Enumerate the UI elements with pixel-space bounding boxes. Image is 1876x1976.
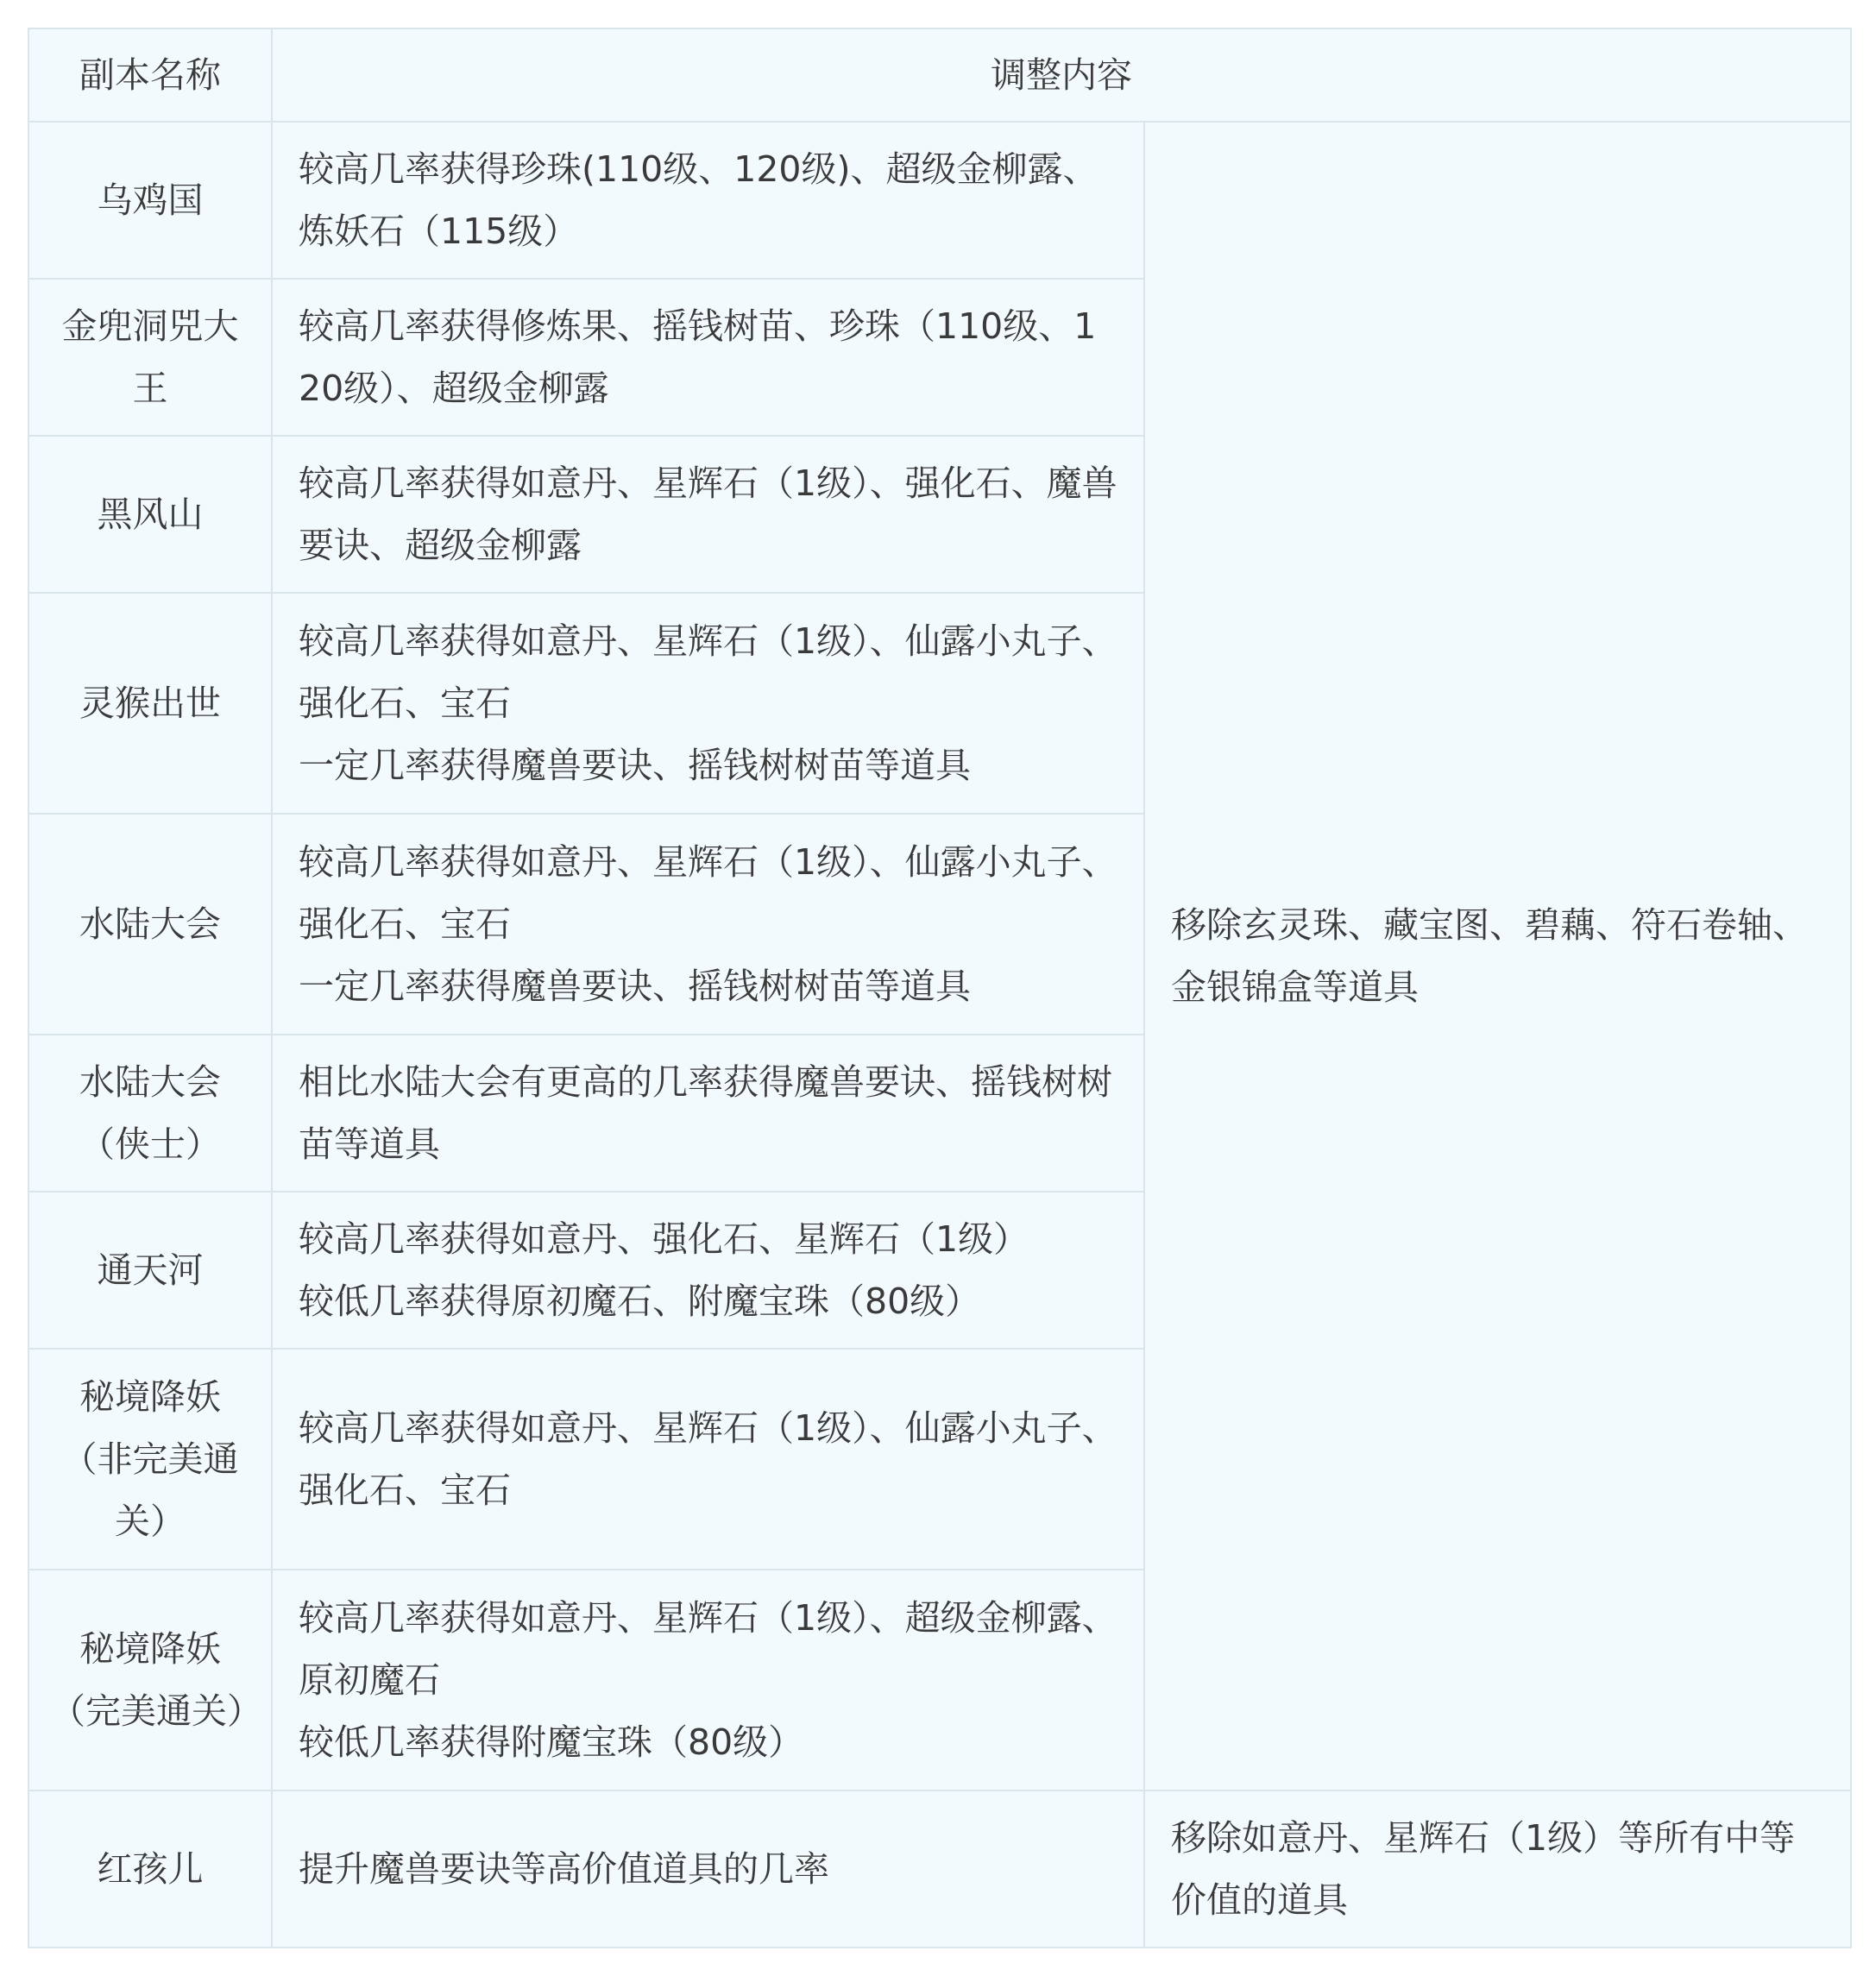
adjustment-line: 相比水陆大会有更高的几率获得魔兽要诀、摇钱树树苗等道具	[299, 1061, 1112, 1165]
dungeon-name-cell: 金兜洞兕大王	[28, 279, 272, 436]
adjustment-content-cell	[272, 1790, 1144, 1948]
adjustment-content-cell	[272, 814, 1144, 1035]
adjustment-line: 较高几率获得修炼果、摇钱树苗、珍珠（110级、120级）、超级金柳露	[299, 305, 1097, 409]
adjustment-line: 较低几率获得附魔宝珠（80级）	[299, 1721, 804, 1763]
removed-items-cell: 移除玄灵珠、藏宝图、碧藕、符石卷轴、金银锦盒等道具	[1144, 122, 1851, 1790]
dungeon-name-cell: 水陆大会	[28, 814, 272, 1035]
table-row	[28, 122, 1851, 279]
table-header-row	[28, 28, 1851, 122]
adjustment-content-cell	[272, 1192, 1144, 1349]
adjustment-line: 较高几率获得如意丹、星辉石（1级）、仙露小丸子、强化石、宝石	[299, 620, 1117, 724]
adjustment-content-cell	[272, 1349, 1144, 1570]
adjustment-content-cell	[272, 122, 1144, 279]
table-row	[28, 1790, 1851, 1948]
dungeon-name-cell: 通天河	[28, 1192, 272, 1349]
adjustment-content-cell	[272, 593, 1144, 814]
adjustment-line: 一定几率获得魔兽要诀、摇钱树树苗等道具	[299, 966, 971, 1007]
dungeon-name-cell: 秘境降妖（完美通关）	[28, 1570, 272, 1790]
adjustment-content-cell	[272, 279, 1144, 436]
adjustment-line: 一定几率获得魔兽要诀、摇钱树树苗等道具	[299, 745, 971, 786]
adjustment-line: 较高几率获得珍珠(110级、120级)、超级金柳露、炼妖石（115级）	[299, 148, 1099, 252]
dungeon-name-cell: 红孩儿	[28, 1790, 272, 1948]
adjustment-line: 较高几率获得如意丹、强化石、星辉石（1级）	[299, 1218, 1029, 1260]
adjustment-content-cell	[272, 1570, 1144, 1790]
adjustment-line: 提升魔兽要诀等高价值道具的几率	[299, 1848, 829, 1890]
adjustment-content-cell	[272, 1035, 1144, 1192]
header-dungeon-name: 副本名称	[28, 28, 272, 122]
dungeon-name-cell: 乌鸡国	[28, 122, 272, 279]
adjustment-line: 较低几率获得原初魔石、附魔宝珠（80级）	[299, 1281, 981, 1322]
dungeon-name-cell: 黑风山	[28, 436, 272, 593]
adjustment-line: 较高几率获得如意丹、星辉石（1级）、仙露小丸子、强化石、宝石	[299, 1407, 1117, 1511]
dungeon-name-cell: 水陆大会（侠士）	[28, 1035, 272, 1192]
adjustment-line: 较高几率获得如意丹、星辉石（1级）、超级金柳露、原初魔石	[299, 1597, 1117, 1701]
adjustment-table-container	[28, 28, 1850, 1948]
adjustment-line: 较高几率获得如意丹、星辉石（1级）、仙露小丸子、强化石、宝石	[299, 841, 1117, 945]
header-adjustment-content: 调整内容	[272, 28, 1851, 122]
dungeon-adjustment-table	[28, 28, 1852, 1948]
adjustment-line: 较高几率获得如意丹、星辉石（1级）、强化石、魔兽要诀、超级金柳露	[299, 463, 1117, 566]
removed-items-cell-last: 移除如意丹、星辉石（1级）等所有中等价值的道具	[1144, 1790, 1851, 1948]
dungeon-name-cell: 灵猴出世	[28, 593, 272, 814]
adjustment-content-cell	[272, 436, 1144, 593]
dungeon-name-cell: 秘境降妖（非完美通关）	[28, 1349, 272, 1570]
